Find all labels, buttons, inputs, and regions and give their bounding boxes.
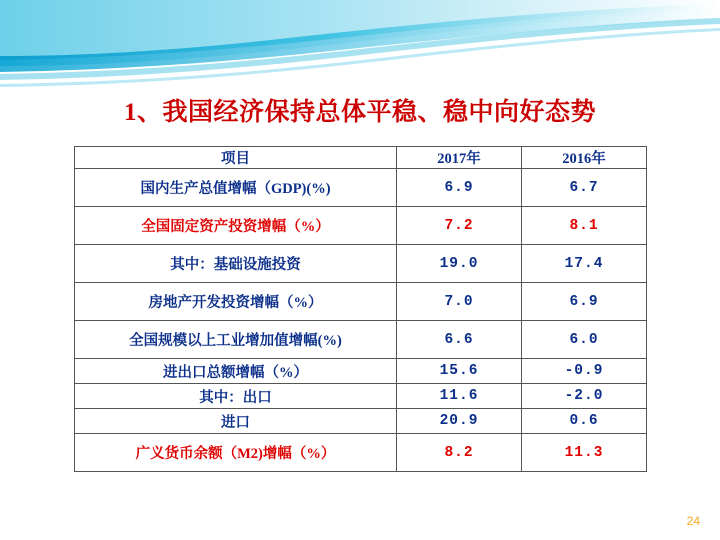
page-number: 24 [686, 514, 700, 528]
row-value-2017: 20.9 [397, 409, 522, 434]
row-value-2016: 6.0 [522, 321, 647, 359]
table-header-item: 项目 [75, 147, 397, 169]
row-value-2017: 6.6 [397, 321, 522, 359]
row-label: 全国规模以上工业增加值增幅(%) [75, 321, 397, 359]
row-value-2016: 6.9 [522, 283, 647, 321]
table-row [75, 207, 647, 245]
row-label: 广义货币余额（M2)增幅（%） [75, 434, 397, 472]
table-row [75, 384, 647, 409]
row-value-2016: -2.0 [522, 384, 647, 409]
row-value-2016: 0.6 [522, 409, 647, 434]
table-row [75, 321, 647, 359]
row-value-2017: 8.2 [397, 434, 522, 472]
page-title: 1、我国经济保持总体平稳、稳中向好态势 [123, 99, 596, 126]
row-value-2017: 7.0 [397, 283, 522, 321]
row-value-2016: 17.4 [522, 245, 647, 283]
row-value-2016: 8.1 [522, 207, 647, 245]
row-label: 国内生产总值增幅（GDP)(%) [75, 169, 397, 207]
data-table [74, 146, 647, 472]
row-value-2017: 19.0 [397, 245, 522, 283]
row-value-2016: -0.9 [522, 359, 647, 384]
table-row [75, 434, 647, 472]
table-row [75, 169, 647, 207]
row-value-2016: 11.3 [522, 434, 647, 472]
row-label: 其中：出口 [75, 384, 397, 409]
row-value-2017: 6.9 [397, 169, 522, 207]
economic-indicators-table [74, 146, 646, 472]
row-label: 进口 [75, 409, 397, 434]
row-value-2017: 7.2 [397, 207, 522, 245]
table-row [75, 245, 647, 283]
row-label: 进出口总额增幅（%） [75, 359, 397, 384]
row-label: 房地产开发投资增幅（%） [75, 283, 397, 321]
table-header-2017: 2017年 [397, 147, 522, 169]
row-value-2017: 15.6 [397, 359, 522, 384]
table-header-row [75, 147, 647, 169]
row-value-2017: 11.6 [397, 384, 522, 409]
table-row [75, 359, 647, 384]
row-value-2016: 6.7 [522, 169, 647, 207]
decorative-header-banner [0, 0, 720, 90]
row-label: 全国固定资产投资增幅（%） [75, 207, 397, 245]
table-row [75, 283, 647, 321]
table-row [75, 409, 647, 434]
table-header-2016: 2016年 [522, 147, 647, 169]
row-label: 其中：基础设施投资 [75, 245, 397, 283]
